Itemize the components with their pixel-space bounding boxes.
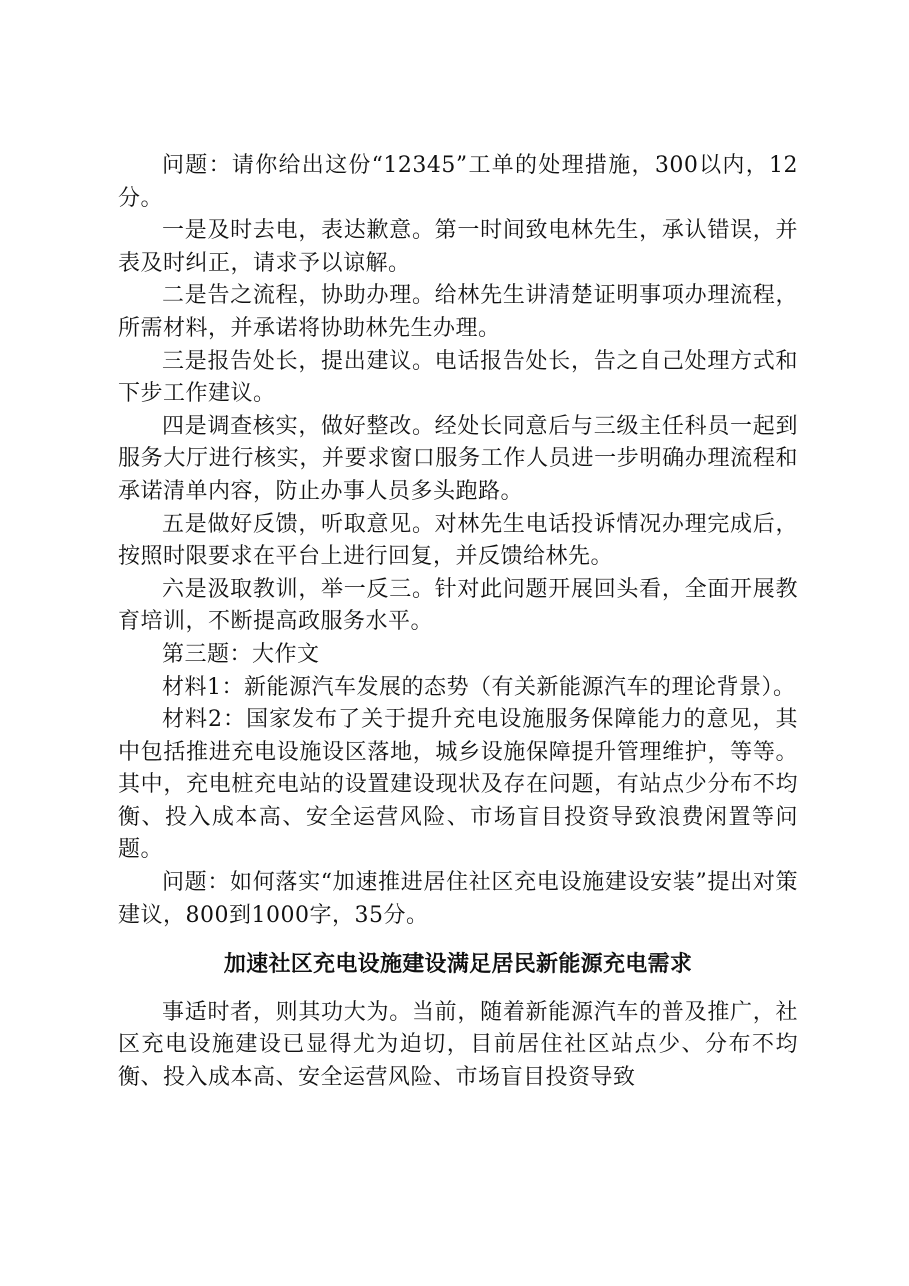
paragraph-measure-4: 四是调查核实，做好整改。经处长同意后与三级主任科员一起到服务大厅进行核实，并要求窗口服务工作人员进一步明确办理流程和承诺清单内容，防止办事人员多头跑路。 xyxy=(118,413,798,504)
paragraph-question-3: 问题：如何落实“加速推进居住社区充电设施建设安装”提出对策建议，800到1000字，35分。 xyxy=(118,870,798,928)
paragraph-measure-3: 三是报告处长，提出建议。电话报告处长，告之自己处理方式和下步工作建议。 xyxy=(118,348,798,407)
essay-heading: 加速社区充电设施建设满足居民新能源充电需求 xyxy=(223,952,693,978)
paragraph-essay-1: 事适时者，则其功大为。当前，随着新能源汽车的普及推广，社区充电设施建设已显得尤为迫切，目前居住社区站点少、分布不均衡、投入成本高、安全运营风险、市场盲目投资导致 xyxy=(118,999,798,1091)
paragraph-measure-5: 五是做好反馈，听取意见。对林先生电话投诉情况办理完成后，按照时限要求在平台上进行回复，并反馈给林先。 xyxy=(118,511,798,570)
paragraph-material-1: 材料1：新能源汽车发展的态势（有关新能源汽车的理论背景）。 xyxy=(162,674,796,700)
paragraph-question-2: 问题：请你给出这份“12345”工单的处理措施，300以内，12分。 xyxy=(118,153,798,211)
paragraph-measure-2: 二是告之流程，协助办理。给林先生讲清楚证明事项办理流程，所需材料，并承诺将协助林先生办理。 xyxy=(118,283,798,341)
paragraph-measure-6: 六是汲取教训，举一反三。针对此问题开展回头看，全面开展教育培训，不断提高政服务水平。 xyxy=(118,576,798,635)
paragraph-measure-1: 一是及时去电，表达歉意。第一时间致电林先生，承认错误，并表及时纠正，请求予以谅解。 xyxy=(118,218,798,276)
paragraph-material-2: 材料2：国家发布了关于提升充电设施服务保障能力的意见，其中包括推进充电设施设区落地，城乡设施保障提升管理维护，等等。其中，充电桩充电站的设置建设现状及存在问题，有站点少分布不均衡、投入成本高、安全运营风险、市场盲目投资导致浪费闲置等问题。 xyxy=(118,707,798,863)
paragraph-section-title: 第三题：大作文 xyxy=(162,641,320,667)
document-page xyxy=(118,150,798,1095)
